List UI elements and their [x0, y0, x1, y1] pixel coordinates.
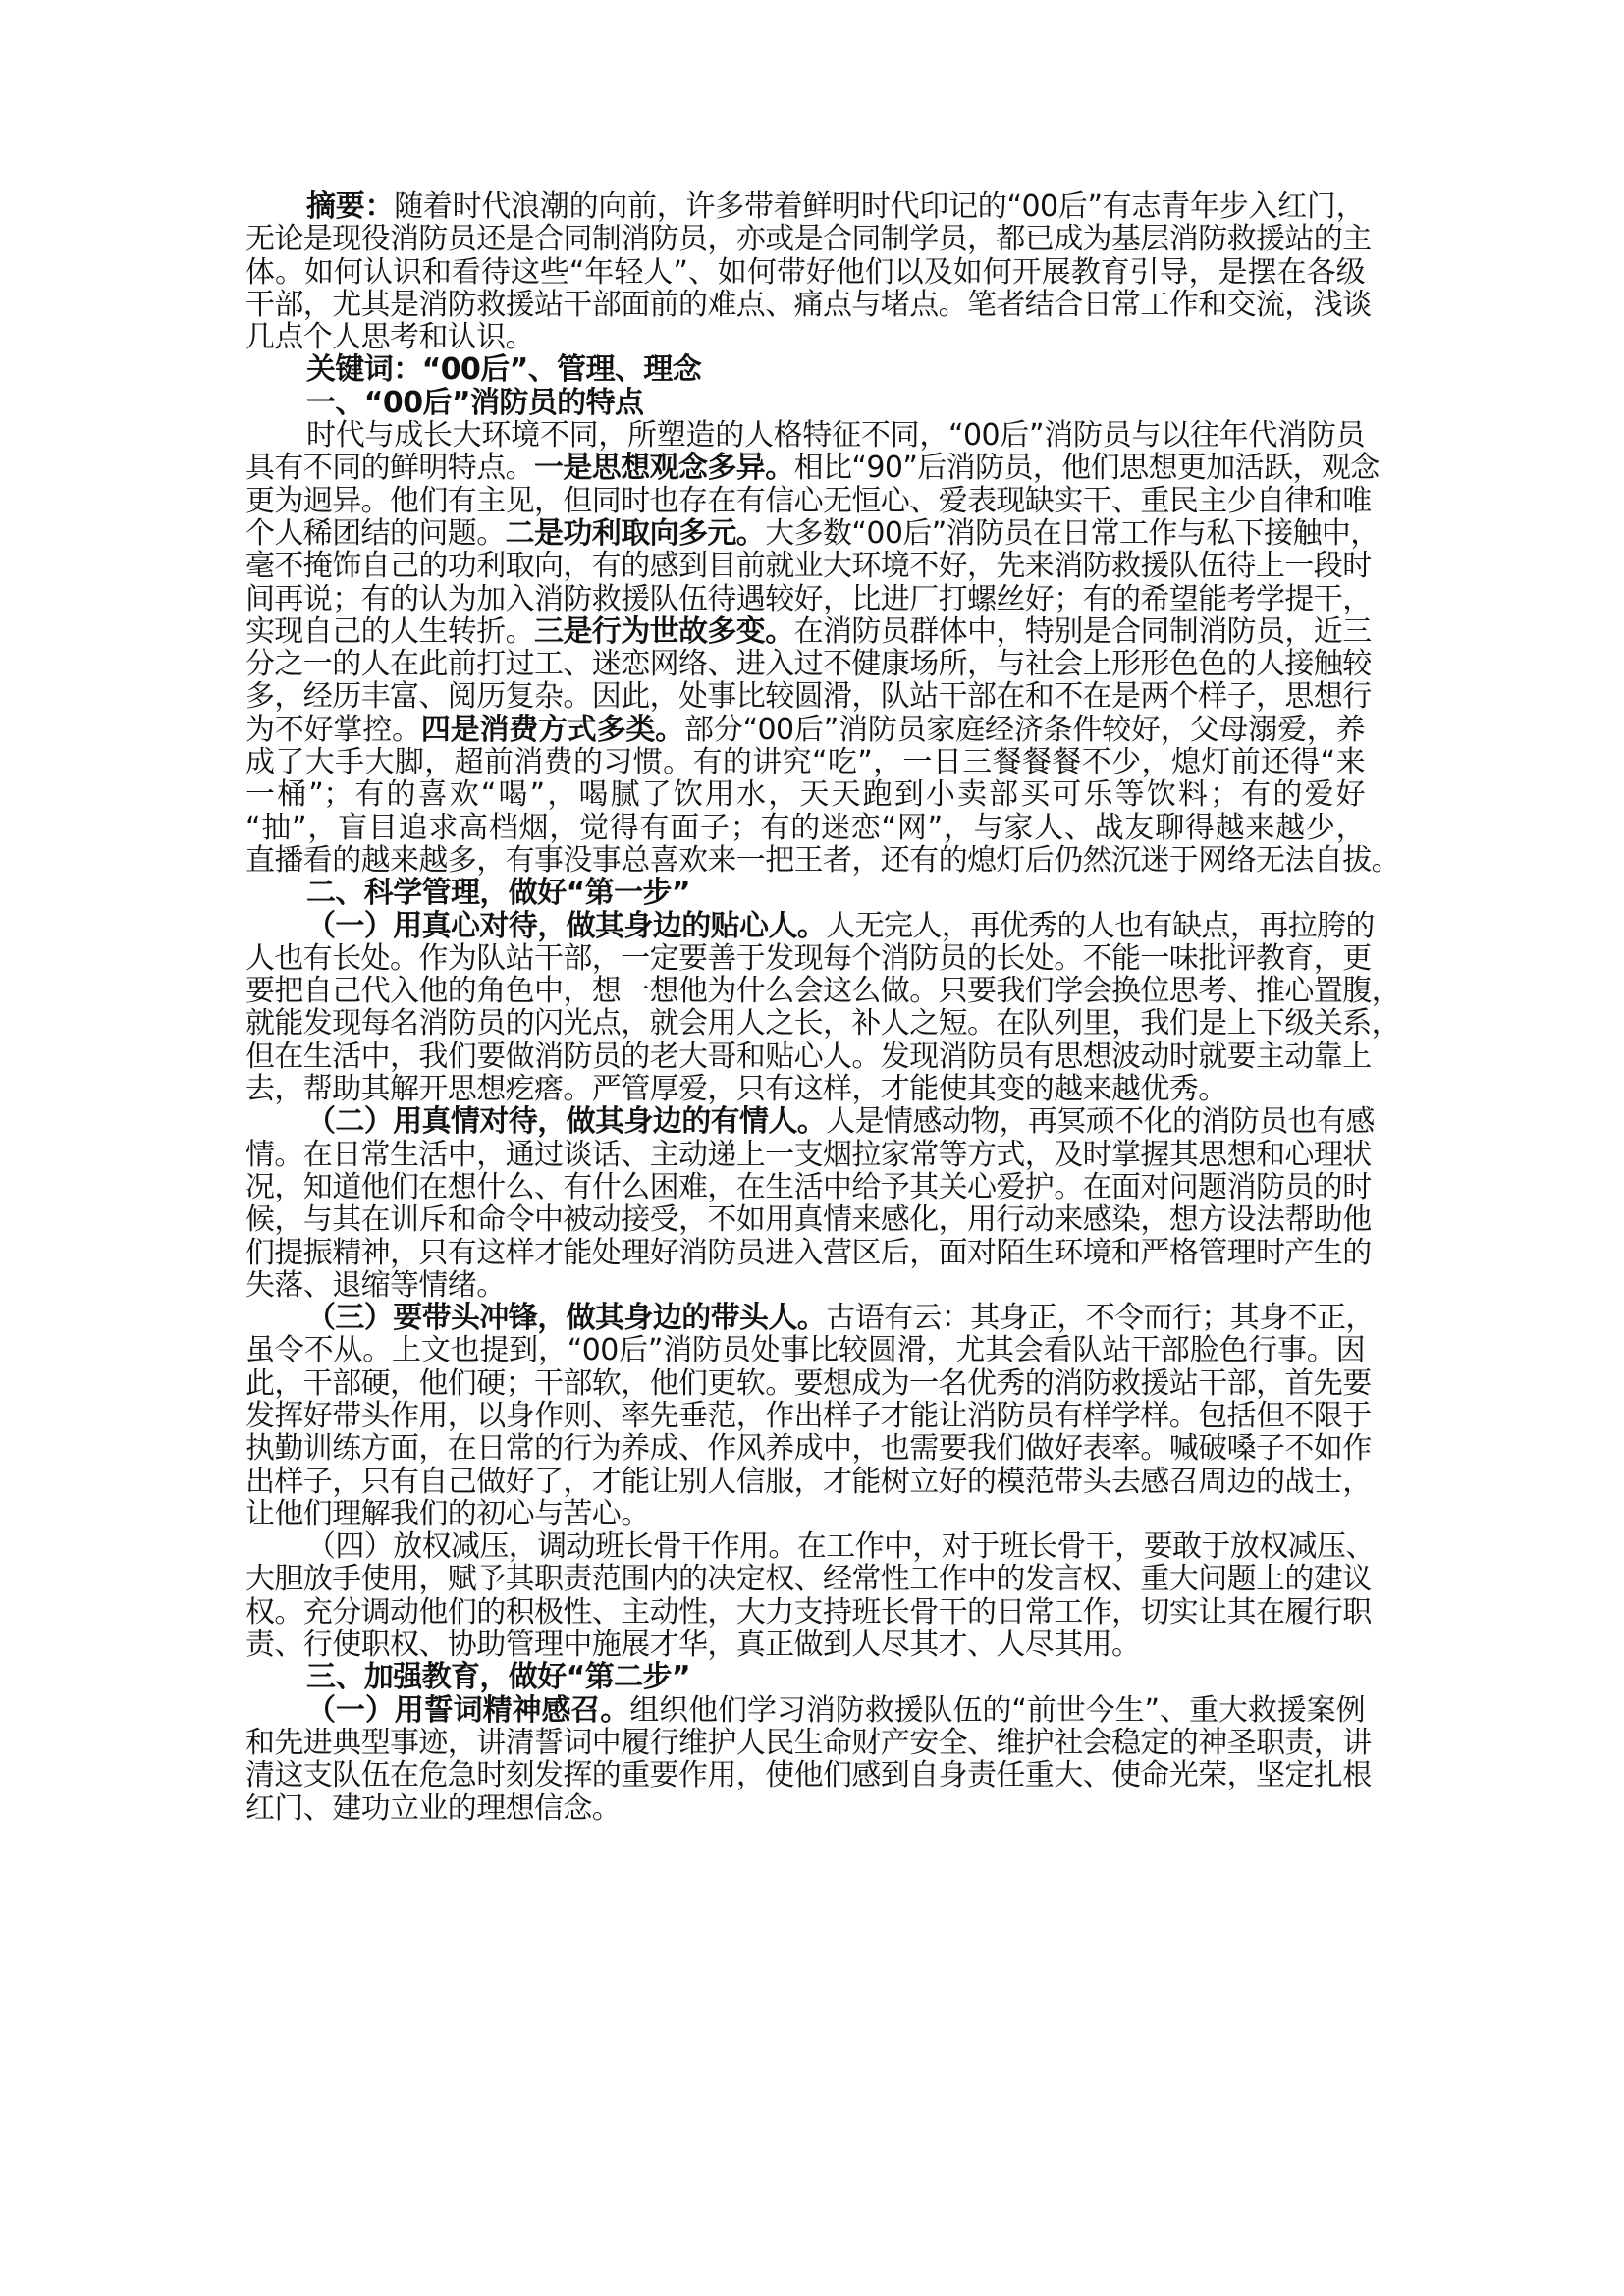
paragraph-line	[245, 1365, 1372, 1401]
paragraph-line	[245, 1039, 1372, 1074]
abstract-line: 体。如何认识和看待这些“年轻人”、如何带好他们以及如何开展教育引导，是摆在各级	[245, 254, 1365, 290]
text-run: 一桶”；有的喜欢“喝”，喝腻了饮用水，天天跑到小卖部买可乐等饮料；有的爱好	[245, 777, 1365, 813]
bold-lead-text: （一）用真心对待，做其身边的贴心人。	[306, 908, 827, 943]
text-run: 相比“90”后消防员，他们思想更加活跃，观念	[793, 451, 1380, 486]
section-heading: 二、科学管理，做好“第一步”	[306, 876, 691, 911]
paragraph-line	[245, 483, 1372, 518]
text-run: 成了大手大脚，超前消费的习惯。有的讲究“吃”，一日三餐餐餐不少，熄灯前还得“来	[245, 745, 1365, 780]
paragraph-line	[245, 1202, 1372, 1238]
paragraph-line	[245, 1334, 1365, 1366]
paragraph-line	[245, 974, 1400, 1009]
text-run: 部分“00后”消防员家庭经济条件较好，父母溺爱，养	[683, 712, 1365, 747]
text-run: 红门、建功立业的理想信念。	[245, 1790, 622, 1826]
abstract-line: 干部，尤其是消防救援站干部面前的难点、痛点与堵点。笔者结合日常工作和交流，浅谈	[245, 287, 1372, 322]
text-run: 具有不同的鲜明特点。	[245, 451, 534, 486]
paragraph-line	[245, 515, 1380, 551]
text-run: 人是情感动物，再冥顽不化的消防员也有感	[826, 1104, 1375, 1140]
paragraph-line	[245, 1498, 1365, 1530]
paragraph-line	[245, 1269, 1365, 1302]
text-run: 组织他们学习消防救援队伍的“前世今生”、重大救援案例	[629, 1692, 1366, 1728]
section1-body	[245, 418, 1400, 878]
text-run: 发挥好带头作用，以身作则、率先垂范，作出样子才能让消防员有样学样。包括但不限于	[245, 1398, 1372, 1433]
abstract-line: 无论是现役消防员还是合同制消防员，亦或是合同制学员，都已成为基层消防救援站的主	[245, 222, 1372, 257]
paragraph-line	[245, 842, 1400, 878]
text-run: 让他们理解我们的初心与苦心。	[245, 1496, 650, 1531]
text-run: （四）放权减压，调动班长骨干作用。在工作中，对于班长骨干，要敢于放权减压、	[306, 1529, 1375, 1565]
text-run: 此，干部硬，他们硬；干部软，他们更软。要想成为一名优秀的消防救援站干部，首先要	[245, 1365, 1372, 1401]
paragraph-line	[245, 746, 1365, 778]
paragraph-line	[245, 1694, 1365, 1727]
paragraph-line	[245, 778, 1365, 811]
paragraph-line	[245, 714, 1365, 746]
section2-sub1	[245, 908, 1400, 1107]
abstract-line	[245, 190, 1365, 223]
paragraph-line	[245, 1792, 1365, 1825]
text-run: 个人稀团结的问题。	[245, 515, 506, 551]
text-run: 毫不掩饰自己的功利取向，有的感到目前就业大环境不好，先来消防救援队伍待上一段时	[245, 549, 1372, 584]
text-run: 但在生活中，我们要做消防员的老大哥和贴心人。发现消防员有思想波动时就要主动靠上	[245, 1039, 1372, 1074]
text-run: 多，经历丰富、阅历复杂。因此，处事比较圆滑，队站干部在和不在是两个样子，思想行	[245, 679, 1372, 715]
bold-lead-text: （二）用真情对待，做其身边的有情人。	[306, 1104, 827, 1140]
text-run: 情。在日常生活中，通过谈话、主动递上一支烟拉家常等方式，及时掌握其思想和心理状	[245, 1137, 1372, 1172]
text-run: 随着时代浪潮的向前，许多带着鲜明时代印记的“00后”有志青年步入红门，	[394, 189, 1366, 224]
text-run: 出样子，只有自己做好了，才能让别人信服，才能树立好的模范带头去感召周边的战士，	[245, 1464, 1372, 1499]
text-run: “抽”，盲目追求高档烟，觉得有面子；有的迷恋“网”，与家人、战友聊得越来越少，	[245, 810, 1365, 845]
text-run: 大多数“00后”消防员在日常工作与私下接触中，	[765, 515, 1380, 551]
keywords: 关键词：“00后”、管理、理念	[306, 352, 702, 388]
text-run: 和先进典型事迹，讲清誓词中履行维护人民生命财产安全、维护社会稳定的神圣职责，讲	[245, 1725, 1372, 1760]
bold-lead-text: 三是行为世故多变。	[534, 614, 794, 649]
paragraph-line	[245, 1137, 1372, 1172]
text-run: 权。充分调动他们的积极性、主动性，大力支持班长骨干的日常工作，切实让其在履行职	[245, 1594, 1372, 1629]
text-run: 古语有云：其身正，不令而行；其身不正，	[826, 1301, 1375, 1336]
paragraph-line	[245, 1006, 1400, 1041]
text-run: 要把自己代入他的角色中，想一想他为什么会这么做。只要我们学会换位思考、推心置腹，	[245, 974, 1400, 1009]
paragraph-line	[245, 451, 1380, 486]
text-run: 实现自己的人生转折。	[245, 614, 534, 649]
paragraph-line	[245, 1398, 1372, 1433]
text-run: 况，知道他们在想什么、有什么困难，在生活中给予其关心爱护。在面对问题消防员的时	[245, 1169, 1372, 1204]
paragraph-line	[245, 1235, 1372, 1270]
paragraph-line	[245, 647, 1372, 682]
section2-sub2	[245, 1104, 1375, 1303]
bold-lead-text: 四是消费方式多类。	[420, 712, 684, 747]
section-heading: 一、“00后”消防员的特点	[306, 385, 644, 420]
text-run: 虽令不从。上文也提到，“00后”消防员处事比较圆滑，尤其会看队站干部脸色行事。因	[245, 1333, 1365, 1368]
paragraph-line	[245, 940, 1372, 976]
text-run: 人无完人，再优秀的人也有缺点，再拉胯的	[826, 908, 1375, 943]
paragraph-line	[245, 1104, 1375, 1140]
text-run: 在消防员群体中，特别是合同制消防员，近三	[793, 614, 1372, 649]
text-run: 分之一的人在此前打过工、迷恋网络、进入过不健康场所，与社会上形形色色的人接触较	[245, 647, 1372, 682]
paragraph-line	[245, 1169, 1372, 1204]
section3-sub1	[245, 1692, 1372, 1826]
paragraph-line	[245, 1431, 1372, 1467]
text-run: 就能发现每名消防员的闪光点，就会用人之长，补人之短。在队列里，我们是上下级关系，	[245, 1006, 1400, 1041]
paragraph-line	[245, 1464, 1372, 1499]
bold-lead-text: 二是功利取向多元。	[505, 515, 766, 551]
text-run: 为不好掌控。	[245, 712, 421, 747]
paragraph-line	[245, 1073, 1365, 1105]
paragraph-line	[245, 419, 1365, 452]
bold-lead-text: 一是思想观念多异。	[534, 451, 794, 486]
abstract	[245, 189, 1372, 355]
paragraph-line	[245, 679, 1372, 715]
text-run: 候，与其在训斥和命令中被动接受，不如用真情来感化，用行动来感染，想方设法帮助他	[245, 1202, 1372, 1238]
text-run: 更为迥异。他们有主见，但同时也存在有信心无恒心、爱表现缺实干、重民主少自律和唯	[245, 483, 1372, 518]
bold-lead-text: （一）用誓词精神感召。	[306, 1692, 630, 1728]
text-run: 执勤训练方面，在日常的行为养成、作风养成中，也需要我们做好表率。喊破嗓子不如作	[245, 1431, 1372, 1467]
text-run: 时代与成长大环境不同，所塑造的人格特征不同，“00后”消防员与以往年代消防员	[306, 418, 1365, 454]
section-heading: 三、加强教育，做好“第二步”	[306, 1660, 691, 1695]
paragraph-line	[245, 1758, 1372, 1793]
document-page	[245, 189, 1400, 1826]
paragraph-line	[245, 812, 1365, 844]
bold-lead-text: （三）要带头冲锋，做其身边的带头人。	[306, 1301, 827, 1336]
paragraph-line	[245, 1562, 1372, 1597]
paragraph-line	[245, 549, 1372, 584]
paragraph-line	[245, 581, 1372, 616]
paragraph-line	[245, 1301, 1375, 1336]
paragraph-line	[245, 1725, 1372, 1760]
text-run: 人也有长处。作为队站干部，一定要善于发现每个消防员的长处。不能一味批评教育，更	[245, 940, 1372, 976]
section2-sub4	[245, 1529, 1375, 1663]
text-run: 去，帮助其解开思想疙瘩。严管厚爱，只有这样，才能使其变的越来越优秀。	[245, 1072, 1227, 1107]
text-run: 清这支队伍在危急时刻发挥的重要作用，使他们感到自身责任重大、使命光荣，坚定扎根	[245, 1758, 1372, 1793]
paragraph-line	[245, 1629, 1365, 1661]
section2-sub3	[245, 1301, 1375, 1531]
text-run: 责、行使职权、协助管理中施展才华，真正做到人尽其才、人尽其用。	[245, 1628, 1141, 1663]
text-run: 间再说；有的认为加入消防救援队伍待遇较好，比进厂打螺丝好；有的希望能考学提干，	[245, 581, 1372, 616]
text-run: 大胆放手使用，赋予其职责范围内的决定权、经常性工作中的发言权、重大问题上的建议	[245, 1562, 1372, 1597]
paragraph-line	[245, 908, 1375, 943]
paragraph-line	[245, 614, 1372, 649]
paragraph-line	[245, 1529, 1375, 1565]
text-run: 们提振精神，只有这样才能处理好消防员进入营区后，面对陌生环境和严格管理时产生的	[245, 1235, 1372, 1270]
abstract-label: 摘要：	[306, 189, 395, 224]
text-run: 直播看的越来越多，有事没事总喜欢来一把王者，还有的熄灯后仍然沉迷于网络无法自拔。	[245, 842, 1400, 878]
paragraph-line	[245, 1594, 1372, 1629]
text-run: 失落、退缩等情绪。	[245, 1267, 506, 1303]
abstract-line: 几点个人思考和认识。	[245, 320, 534, 355]
